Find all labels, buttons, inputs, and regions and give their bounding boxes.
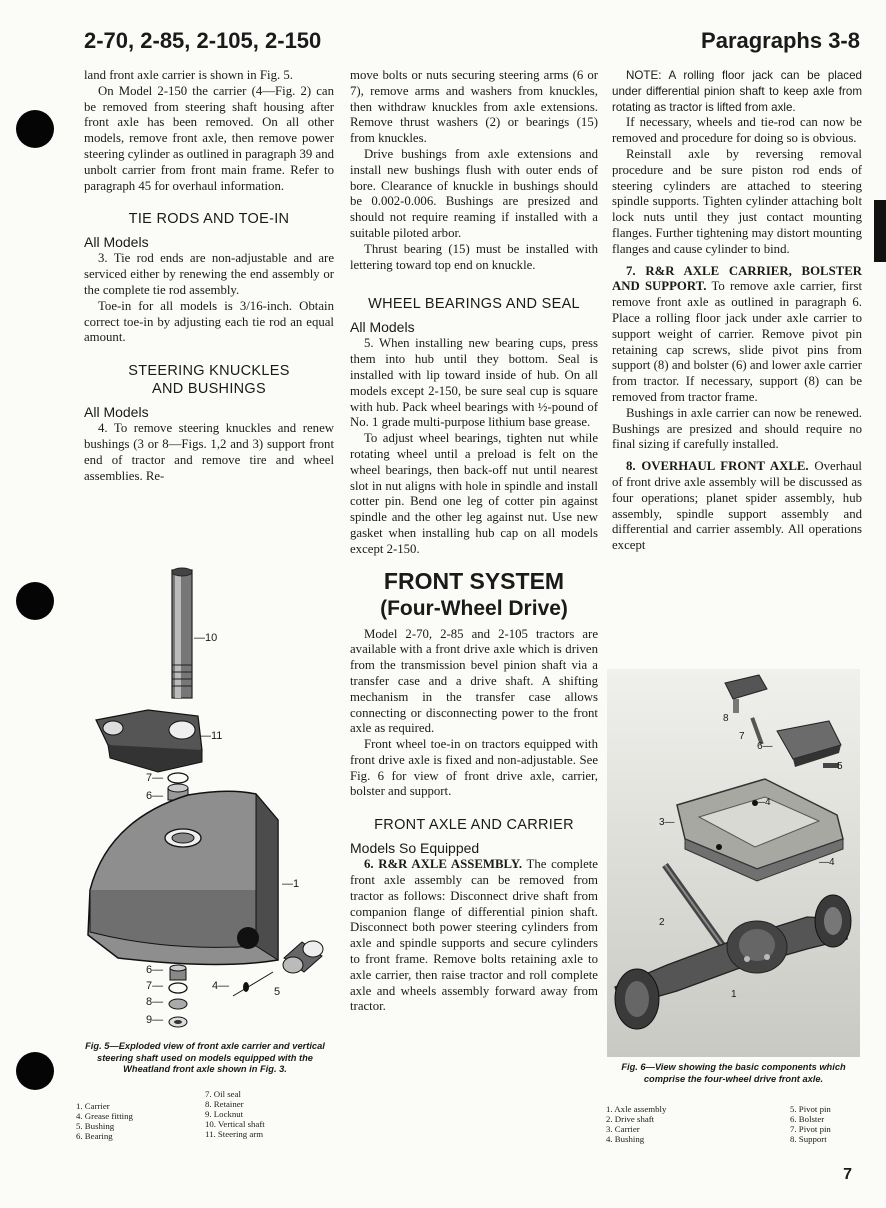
fig6-label-7: 7 <box>739 731 745 742</box>
paragraph: Thrust bearing (15) must be installed with lettering toward top end on knuckle. <box>350 241 598 272</box>
paragraph: If necessary, wheels and tie-rod can now be removed and procedure for doing so is obvious. <box>612 115 862 146</box>
legend-item: 4. Grease fitting <box>76 1111 133 1121</box>
paragraph: 4. To remove steering knuckles and renew bushings (3 or 8—Figs. 1,2 and 3) support front end of tractor and remove tire and wheel assemblies. Re- <box>84 421 334 483</box>
legend-item: 8. Retainer <box>205 1099 244 1109</box>
fig6-caption: Fig. 6—View showing the basic components which comprise the four-wheel drive front axle. <box>621 1062 846 1084</box>
header-paragraphs: Paragraphs 3-8 <box>701 28 860 53</box>
subheading: All Models <box>350 319 415 336</box>
paragraph: move bolts or nuts securing steering arms (6 or 7), remove arms and washers from knuckles, then withdraw knuckles from axle extensions. Remove thrust washers (2) or bearings (15) from knuckles. <box>350 68 598 146</box>
column-1 <box>84 68 334 484</box>
paragraph: Model 2-70, 2-85 and 2-105 tractors are available with a front drive axle which is driven from the transmission bevel pinion shaft via a transfer case and a drive shaft. A shifting mechanism in the transfer case allows connecting or disconnecting power to the front axle as required. <box>350 626 598 736</box>
paragraph: 5. When installing new bearing cups, press them into hub until they bottom. Seal is installed with lip toward inside of hub. On all models except 2-150, be sure seal cup is square with hub. Pack wheel bearings with ½-pound of No. 1 grade multi-purpose lithium base grease. <box>350 336 598 430</box>
fig6-label-6: 6— <box>757 741 773 752</box>
bushing-drawing <box>283 941 323 973</box>
fig6-label-3: 3— <box>659 817 675 828</box>
legend-item: 1. Axle assembly <box>606 1104 667 1114</box>
paragraph: Toe-in for all models is 3/16-inch. Obtain correct toe-in by adjusting each tie rod an equal amount. <box>84 298 334 345</box>
legend-item: 1. Carrier <box>76 1101 110 1111</box>
fig6-label-4a: —4 <box>755 797 771 808</box>
binder-hole <box>16 110 54 148</box>
note-paragraph: NOTE: A rolling floor jack can be placed under differential pinion shaft to keep axle from rotating as tractor is lifted from axle. <box>612 69 862 114</box>
legend-item: 2. Drive shaft <box>606 1114 655 1124</box>
legend-item: 9. Locknut <box>205 1109 244 1119</box>
section-heading: AND BUSHINGS <box>152 381 266 398</box>
fig5-label-7b: 7— <box>146 980 164 992</box>
legend-item: 5. Bushing <box>76 1121 115 1131</box>
fig5-label-4: 4— <box>212 980 230 992</box>
paragraph: land front axle carrier is shown in Fig. 5. <box>84 68 293 82</box>
paragraph-text: Overhaul of front drive axle assembly will be discussed as four operations; planet spider assembly, hub assembly, spindle support assembly and differential and carrier assembly. All operations except <box>612 459 862 553</box>
paragraph <box>612 264 862 406</box>
section-heading: FRONT AXLE AND CARRIER <box>374 817 574 834</box>
fig6-label-2: 2 <box>659 917 665 928</box>
fig5-label-5: 5 <box>274 986 281 998</box>
legend-item: 5. Pivot pin <box>790 1104 831 1114</box>
section-heading: TIE RODS AND TOE-IN <box>128 211 290 228</box>
paragraph <box>350 857 598 1015</box>
fig5-label-6a: 6— <box>146 790 164 802</box>
fig6-photo <box>607 669 860 1057</box>
legend-item: 7. Pivot pin <box>790 1124 831 1134</box>
steering-arm-drawing <box>96 710 202 772</box>
paragraph: To adjust wheel bearings, tighten nut while rotating wheel until a preload is felt on the wheel bearings, then back-off nut until nearest slot in nut aligns with hole in spindle and install cotter pin. Bend one leg of cotter pin against spindle and the other leg against nut. Use new gasket when installing hub cap on all models except 2-150. <box>350 431 598 556</box>
section-title: FRONT SYSTEM <box>383 567 565 594</box>
vertical-shaft-drawing <box>172 568 192 698</box>
legend-item: 8. Support <box>790 1134 827 1144</box>
paragraph-lead: 8. OVERHAUL FRONT AXLE. <box>626 459 809 474</box>
legend-item: 3. Carrier <box>606 1124 640 1134</box>
section-heading: WHEEL BEARINGS AND SEAL <box>368 296 580 313</box>
paragraph-text: To remove axle carrier, first remove front axle as outlined in paragraph 6. Place a rolling floor jack under axle carrier to support weight of carrier. Remove pivot pin retaining cap screws, slide pivot pins from support (8) and bolster (6) and lower axle carrier from tractor. If necessary, support (8) can be removed from tractor frame. <box>612 279 862 404</box>
paragraph-lead: 7. R&R AXLE CARRIER, BOLSTER AND SUPPORT. <box>612 263 862 294</box>
legend-item: 7. Oil seal <box>205 1089 241 1099</box>
binder-hole <box>16 582 54 620</box>
paragraph: 3. Tie rod ends are non-adjustable and are serviced either by renewing the end assembly or the complete tie rod assembly. <box>84 251 334 297</box>
fig6-label-1: 1 <box>731 989 737 1000</box>
section-heading: STEERING KNUCKLES <box>128 363 290 380</box>
legend-item: 10. Vertical shaft <box>205 1119 265 1129</box>
fig5-label-7a: 7— <box>146 772 164 784</box>
fig5-caption: Fig. 5—Exploded view of front axle carrier and vertical steering shaft used on models equipped with the Wheatland front axle shown in Fig. 3. <box>85 1041 325 1074</box>
fig5-label-10: —10 <box>194 632 218 644</box>
legend-item: 4. Bushing <box>606 1134 645 1144</box>
fig6-label-4b: —4 <box>819 857 835 868</box>
fig5-label-9: 9— <box>146 1014 164 1026</box>
paragraph: Front wheel toe-in on tractors equipped with front drive axle is fixed and non-adjustable. See Fig. 6 for view of front drive axle, carrier, bolster and support. <box>350 737 598 799</box>
fig5-label-11: —11 <box>200 730 223 742</box>
paragraph: Bushings in axle carrier can now be renewed. Bushings are presized and should require no final sizing if carefully installed. <box>612 405 862 452</box>
fig5-label-1: —1 <box>282 878 300 890</box>
header-models: 2-70, 2-85, 2-105, 2-150 <box>84 28 322 53</box>
subheading: Models So Equipped <box>350 840 480 857</box>
paragraph <box>612 459 862 554</box>
paragraph-text: The complete front axle assembly can be removed from tractor as follows: Disconnect drive shaft from companion flange of differential pinion shaft. Disconnect both power steering cylinders from axle and spindle supports and secure cylinders to front frame. Remove bolts retaining axle to axle carrier, then raise tractor and roll complete axle and wheels assembly forward away from tractor. <box>350 857 598 1014</box>
section-edge-tab <box>874 200 886 262</box>
fig5-label-6b: 6— <box>146 964 164 976</box>
fig5-legend <box>76 1089 334 1141</box>
page-number: 7 <box>843 1166 852 1183</box>
subheading: All Models <box>84 404 149 421</box>
section-subtitle: (Four-Wheel Drive) <box>380 596 568 620</box>
paragraph: Reinstall axle by reversing removal procedure and be sure piston rod ends of steering cylinders are attached to steering spindle supports. Tighten cylinder attaching bolt lock nuts until they just contact mounting flanges. Further tightening may distort mounting flanges and cause cylinder to bind. <box>612 146 862 256</box>
fig5-label-8: 8— <box>146 996 164 1008</box>
fig6-label-5: 5 <box>837 761 843 772</box>
paragraph: On Model 2-150 the carrier (4—Fig. 2) can be removed from steering shaft housing after front axle has been removed. On all other models, remove front axle, then remove power steering cylinder as outlined in paragraph 39 and unbolt carrier from front main frame. Refer to paragraph 45 for overhaul information. <box>84 83 334 193</box>
column-2 <box>350 68 598 1015</box>
paragraph-lead: 6. R&R AXLE ASSEMBLY. <box>364 857 523 872</box>
paragraph: Drive bushings from axle extensions and install new bushings flush with outer ends of bore. Clearance of knuckle in bushings should be 0.002-0.006. Bushings are presized and should not require reaming if installed with a suitable piloted arbor. <box>350 146 598 240</box>
legend-item: 11. Steering arm <box>205 1129 264 1139</box>
fig6-label-8: 8 <box>723 713 729 724</box>
column-3 <box>612 68 862 554</box>
subheading: All Models <box>84 234 149 251</box>
legend-item: 6. Bearing <box>76 1131 113 1141</box>
binder-hole <box>16 1052 54 1090</box>
fig6-legend <box>606 1104 856 1144</box>
legend-item: 6. Bolster <box>790 1114 825 1124</box>
carrier-drawing <box>88 791 278 964</box>
